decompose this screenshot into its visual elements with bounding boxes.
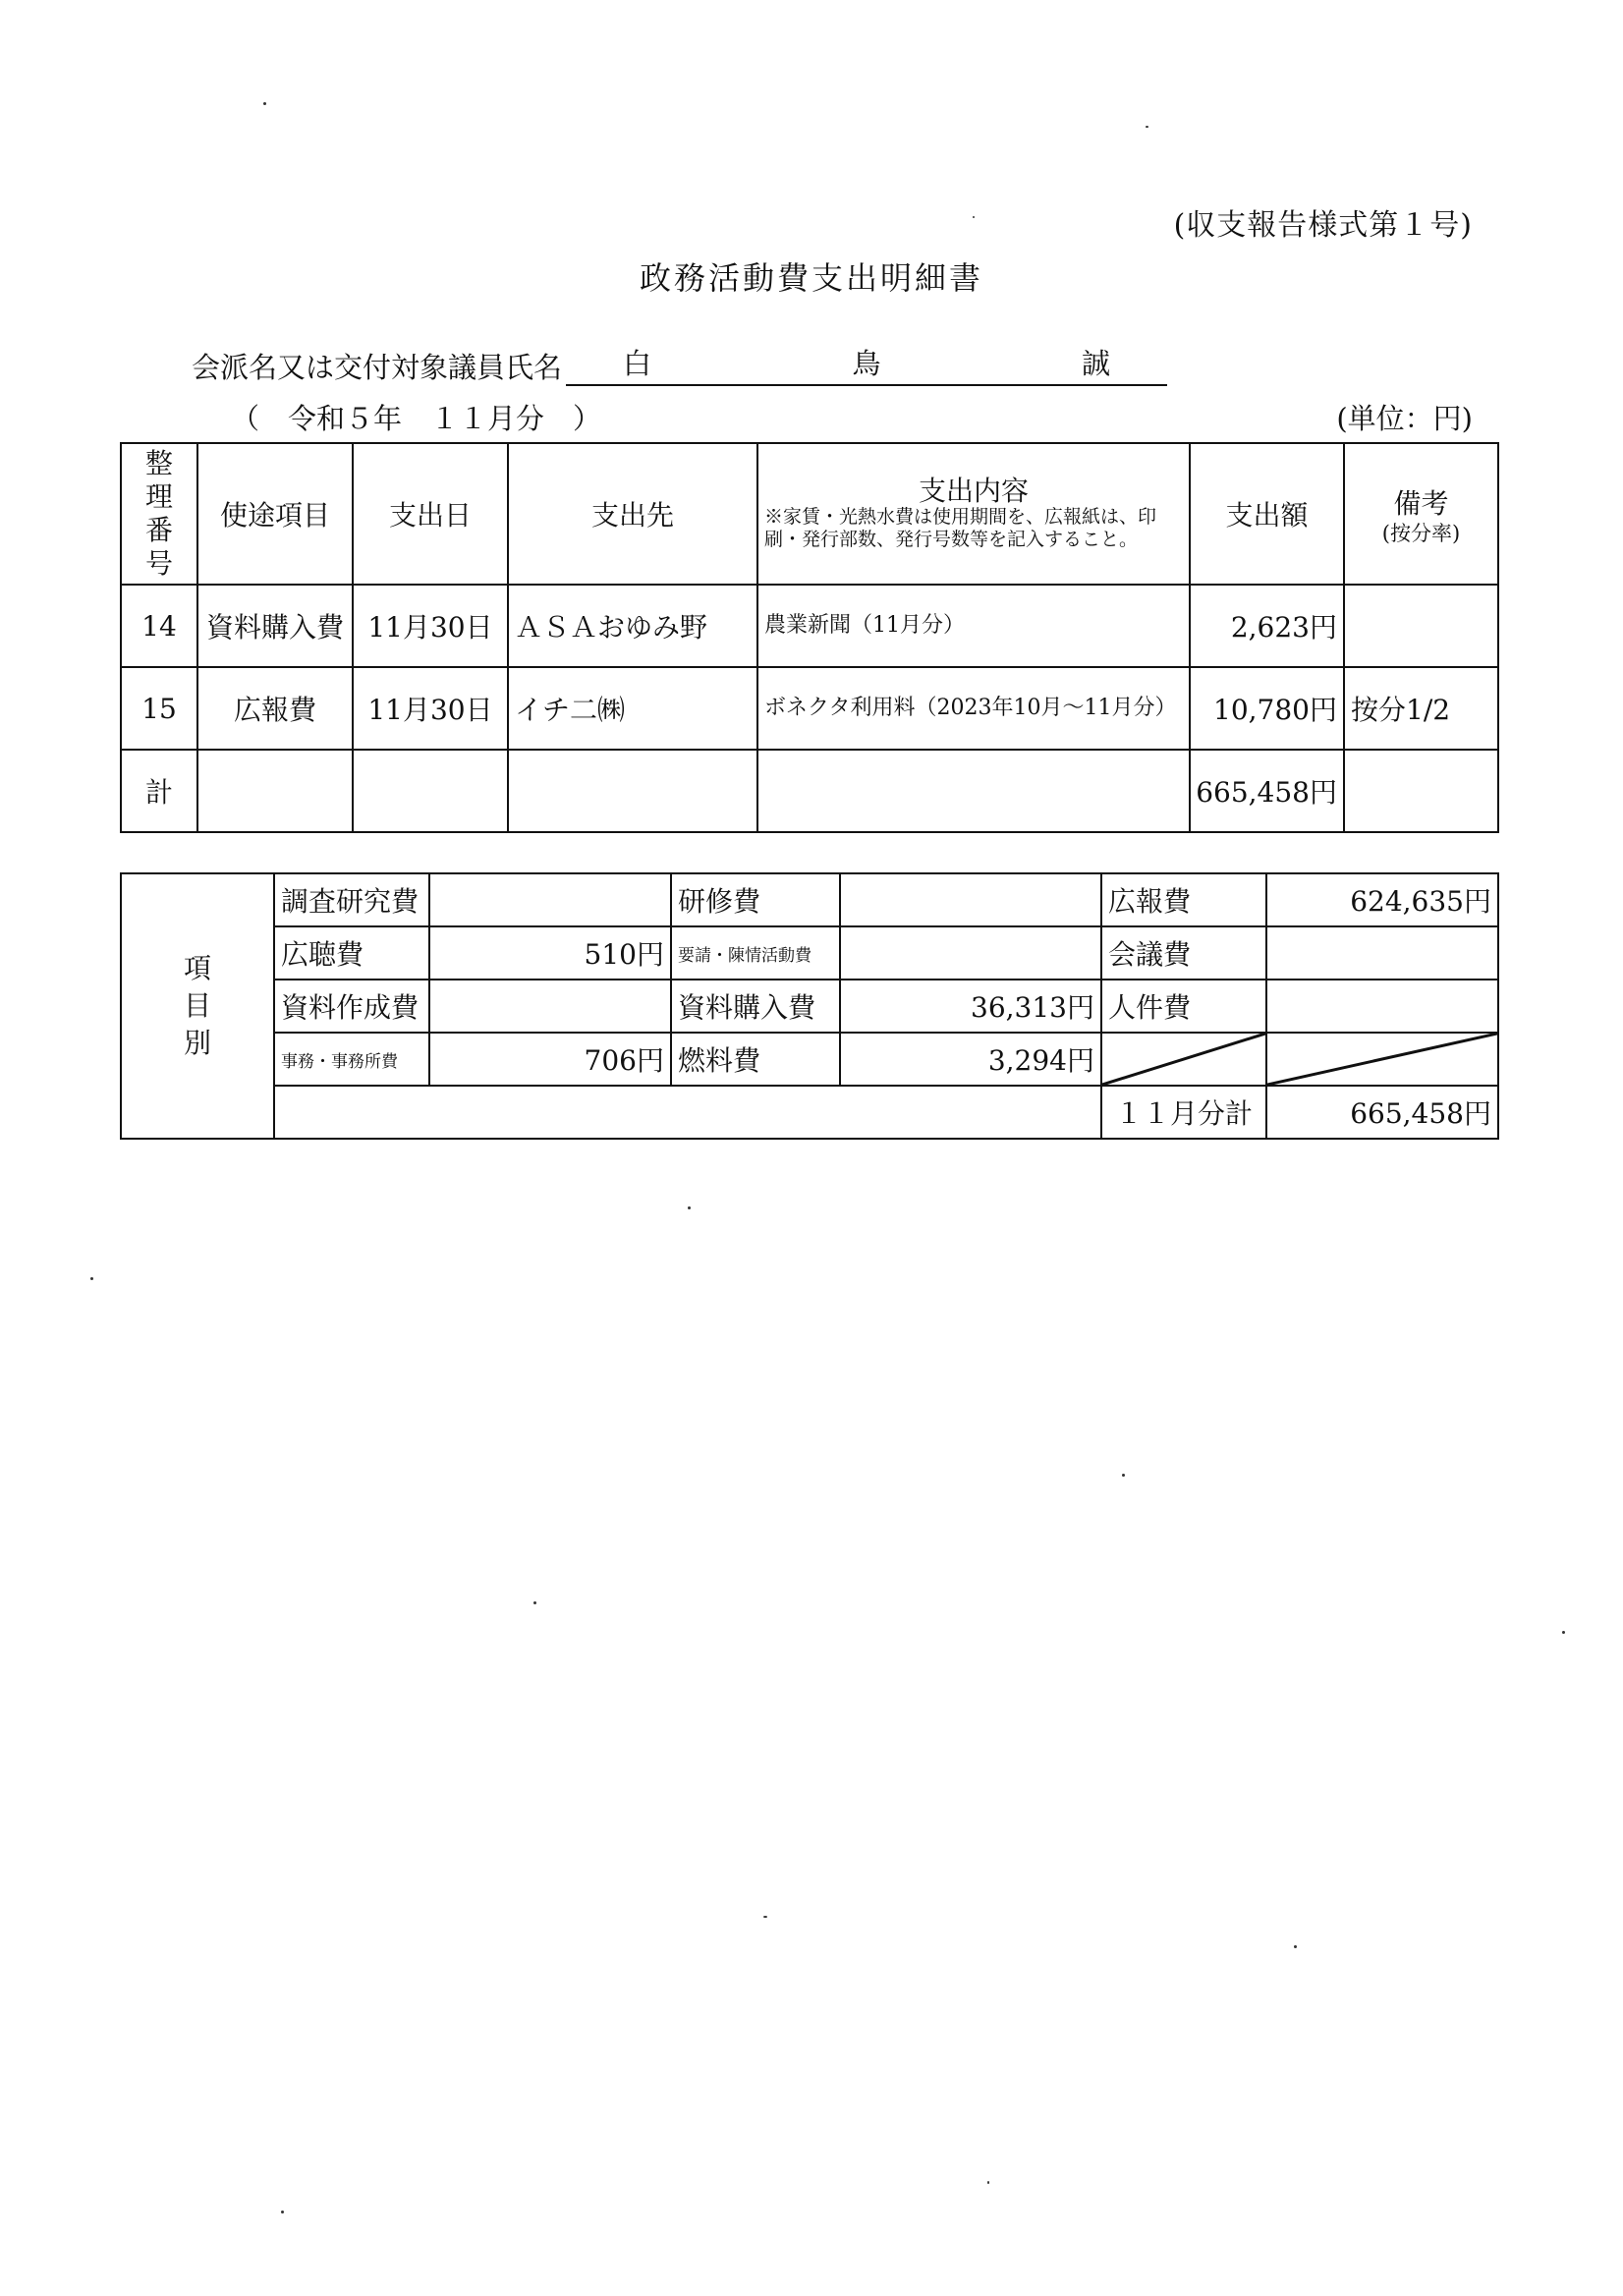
scan-speck bbox=[1294, 1945, 1297, 1948]
header-date: 支出日 bbox=[353, 443, 508, 585]
total-label: 計 bbox=[121, 750, 197, 832]
row-content: 農業新聞（11月分） bbox=[757, 585, 1190, 667]
row-amount: 2,623円 bbox=[1190, 585, 1344, 667]
diagonal-slash bbox=[1102, 1034, 1265, 1085]
row-payee: ＡＳＡおゆみ野 bbox=[508, 585, 757, 667]
month-total-value: 665,458円 bbox=[1266, 1086, 1498, 1139]
row-date: 11月30日 bbox=[353, 667, 508, 750]
category-value: 706円 bbox=[429, 1033, 671, 1086]
total-amount: 665,458円 bbox=[1190, 750, 1344, 832]
category-value bbox=[840, 873, 1101, 926]
scan-speck bbox=[1122, 1474, 1125, 1477]
table-row bbox=[121, 585, 1498, 667]
category-label: 人件費 bbox=[1101, 980, 1266, 1033]
category-value: 3,294円 bbox=[840, 1033, 1101, 1086]
category-value bbox=[840, 926, 1101, 980]
category-value: 624,635円 bbox=[1266, 873, 1498, 926]
unit-label: (単位：円) bbox=[1336, 402, 1473, 435]
document-title: 政務活動費支出明細書 bbox=[639, 259, 983, 297]
scan-speck bbox=[263, 102, 266, 105]
scan-speck bbox=[688, 1206, 691, 1209]
header-content bbox=[757, 443, 1190, 585]
category-value: 510円 bbox=[429, 926, 671, 980]
category-label: 調査研究費 bbox=[274, 873, 429, 926]
summary-row bbox=[121, 926, 1498, 980]
scan-speck bbox=[281, 2211, 284, 2213]
scan-speck bbox=[90, 1277, 93, 1280]
category-label: 資料購入費 bbox=[671, 980, 840, 1033]
scan-speck bbox=[533, 1601, 536, 1604]
member-name-part: 誠 bbox=[1081, 347, 1110, 380]
category-label: 会議費 bbox=[1101, 926, 1266, 980]
row-number: 14 bbox=[121, 585, 197, 667]
remarks-sub: (按分率) bbox=[1381, 521, 1461, 545]
category-value: 36,313円 bbox=[840, 980, 1101, 1033]
summary-row bbox=[121, 980, 1498, 1033]
header-number: 整理番号 bbox=[121, 443, 197, 585]
category-value bbox=[429, 873, 671, 926]
row-remarks: 按分1/2 bbox=[1344, 667, 1498, 750]
row-remarks bbox=[1344, 585, 1498, 667]
scan-speck bbox=[1146, 126, 1148, 128]
header-amount: 支出額 bbox=[1190, 443, 1344, 585]
empty-cell bbox=[508, 750, 757, 832]
expense-detail-table bbox=[120, 442, 1499, 833]
header-remarks bbox=[1344, 443, 1498, 585]
empty-cell bbox=[197, 750, 353, 832]
empty-cell bbox=[274, 1086, 1101, 1139]
header-payee: 支出先 bbox=[508, 443, 757, 585]
row-number: 15 bbox=[121, 667, 197, 750]
category-label: 燃料費 bbox=[671, 1033, 840, 1086]
row-content: ボネクタ利用料（2023年10月～11月分） bbox=[757, 667, 1190, 750]
total-row bbox=[121, 750, 1498, 832]
category-value bbox=[1266, 926, 1498, 980]
scan-speck bbox=[763, 1916, 767, 1918]
row-amount: 10,780円 bbox=[1190, 667, 1344, 750]
table-row bbox=[121, 667, 1498, 750]
category-label: 広報費 bbox=[1101, 873, 1266, 926]
slashed-cell bbox=[1101, 1033, 1266, 1086]
scan-speck bbox=[1562, 1631, 1565, 1634]
slashed-cell bbox=[1266, 1033, 1498, 1086]
content-title: 支出内容 bbox=[918, 475, 1029, 507]
category-label: 要請・陳情活動費 bbox=[671, 926, 840, 980]
empty-cell bbox=[353, 750, 508, 832]
scan-speck bbox=[973, 216, 975, 218]
side-label: 項目別 bbox=[121, 873, 274, 1139]
category-label: 広聴費 bbox=[274, 926, 429, 980]
member-name-part: 鳥 bbox=[852, 347, 881, 380]
summary-row bbox=[121, 1033, 1498, 1086]
table-header-row bbox=[121, 443, 1498, 585]
empty-cell bbox=[1344, 750, 1498, 832]
member-name bbox=[566, 342, 1167, 386]
member-label: 会派名又は交付対象議員氏名 bbox=[192, 351, 563, 384]
content-note: ※家賃・光熱水費は使用期間を、広報紙は、印刷・発行部数、発行号数等を記入すること。 bbox=[764, 506, 1157, 550]
row-category: 資料購入費 bbox=[197, 585, 353, 667]
scan-speck bbox=[987, 2181, 989, 2184]
row-date: 11月30日 bbox=[353, 585, 508, 667]
month-total-label: １１月分計 bbox=[1101, 1086, 1266, 1139]
row-category: 広報費 bbox=[197, 667, 353, 750]
remarks-title: 備考 bbox=[1393, 486, 1449, 520]
summary-row bbox=[121, 873, 1498, 926]
form-number: (収支報告様式第１号) bbox=[1173, 208, 1473, 243]
category-label: 資料作成費 bbox=[274, 980, 429, 1033]
row-payee: イチ二㈱ bbox=[508, 667, 757, 750]
category-label: 事務・事務所費 bbox=[274, 1033, 429, 1086]
member-name-part: 白 bbox=[623, 347, 652, 380]
category-summary-table bbox=[120, 872, 1499, 1140]
category-label: 研修費 bbox=[671, 873, 840, 926]
empty-cell bbox=[757, 750, 1190, 832]
category-value bbox=[1266, 980, 1498, 1033]
member-row bbox=[192, 342, 1167, 386]
header-category: 使途項目 bbox=[197, 443, 353, 585]
diagonal-slash bbox=[1267, 1034, 1497, 1085]
category-value bbox=[429, 980, 671, 1033]
report-period: （ 令和５年 １１月分 ） bbox=[231, 402, 602, 435]
month-total-row bbox=[121, 1086, 1498, 1139]
